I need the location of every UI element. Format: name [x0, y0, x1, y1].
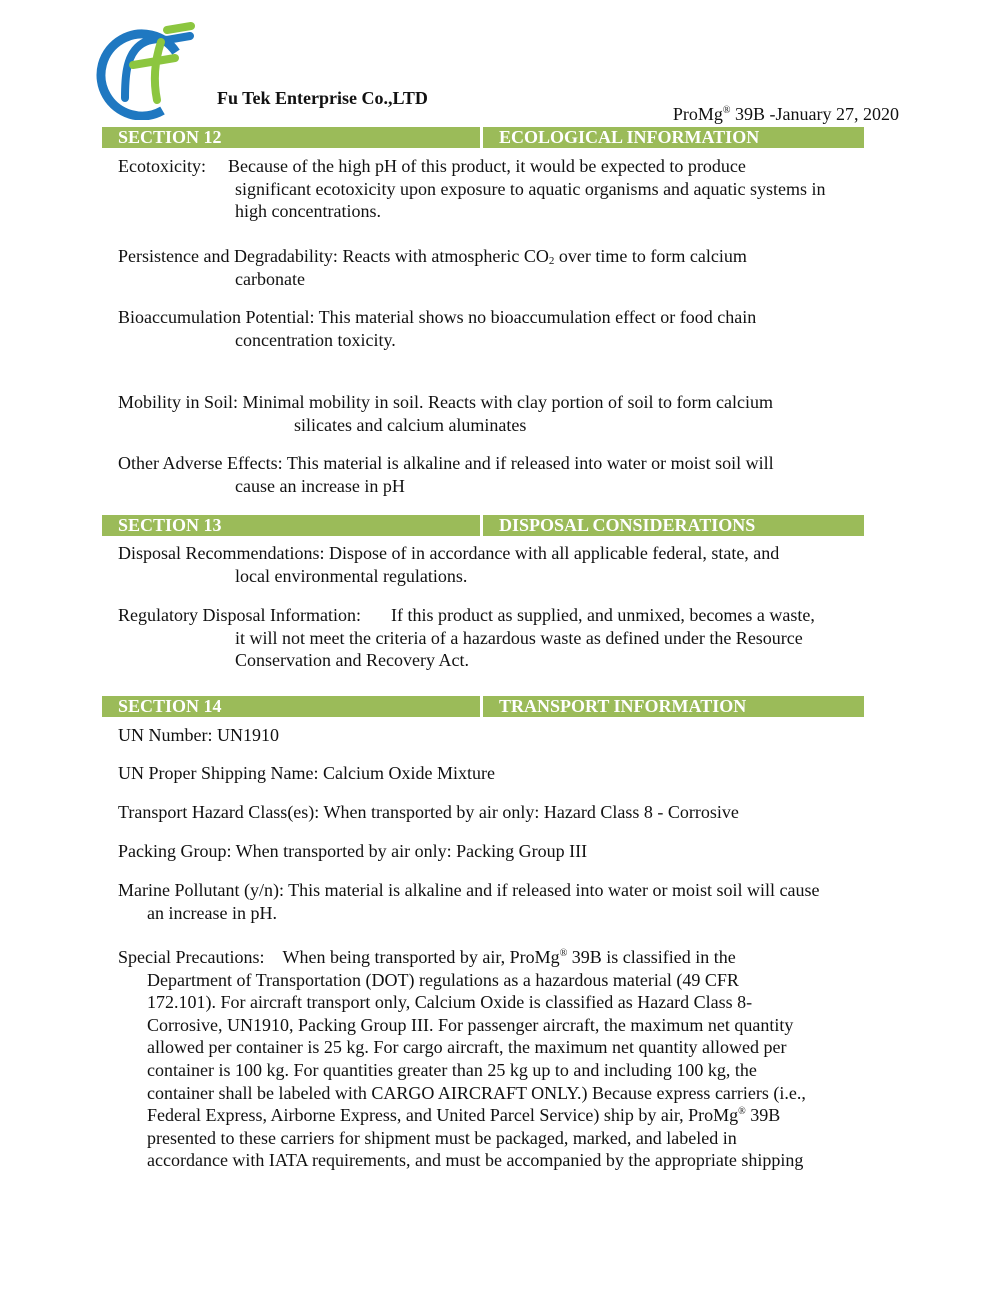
registered-mark: ®	[722, 105, 731, 116]
mobility-line: silicates and calcium aluminates	[294, 414, 527, 435]
shipping-name-line	[118, 762, 495, 785]
special-line: container shall be labeled with CARGO AIRCRAFT ONLY.) Because express carriers (i.e.,	[147, 1082, 806, 1103]
other-effects-line: cause an increase in pH	[235, 475, 405, 496]
persistence-line: Reacts with atmospheric CO	[342, 246, 549, 266]
special-line: Department of Transportation (DOT) regulations as a hazardous material (49 CFR	[147, 969, 739, 990]
special-line: 39B is classified in the	[567, 947, 736, 967]
bioaccumulation-paragraph	[118, 306, 756, 351]
section-divider	[480, 696, 483, 717]
special-line: When being transported by air, ProMg	[282, 947, 560, 967]
disposal-recommendations-label: Disposal Recommendations:	[118, 543, 325, 563]
packing-group-value: When transported by air only: Packing Group III	[235, 841, 588, 861]
un-number-label: UN Number:	[118, 725, 213, 745]
special-line: 172.101). For aircraft transport only, Calcium Oxide is classified as Hazard Class 8-	[147, 992, 753, 1013]
doc-date: 39B -January 27, 2020	[730, 104, 899, 124]
section-12-title: ECOLOGICAL INFORMATION	[499, 127, 760, 147]
persistence-paragraph	[118, 245, 747, 290]
ecotoxicity-line: Because of the high pH of this product, it would be expected to produce	[227, 156, 746, 176]
persistence-line: carbonate	[235, 268, 305, 289]
un-number-line	[118, 724, 279, 747]
disposal-line: Dispose of in accordance with all applicable federal, state, and	[328, 543, 780, 563]
marine-pollutant-paragraph	[118, 879, 820, 924]
special-precautions-paragraph	[118, 946, 806, 1172]
document-reference	[673, 104, 899, 125]
ecotoxicity-paragraph	[118, 155, 826, 223]
special-precautions-label: Special Precautions:	[118, 947, 265, 967]
special-line: presented to these carriers for shipment must be packaged, marked, and labeled in	[147, 1127, 737, 1148]
special-line: container is 100 kg. For quantities greater than 25 kg up to and including 100 kg, the	[147, 1059, 757, 1080]
special-line: Corrosive, UN1910, Packing Group III. For passenger aircraft, the maximum net quantity	[147, 1014, 794, 1035]
mobility-line: Minimal mobility in soil. Reacts with clay portion of soil to form calcium	[242, 392, 773, 412]
product-name: ProMg	[672, 104, 723, 124]
bioaccumulation-line: concentration toxicity.	[235, 329, 396, 350]
regulatory-line: If this product as supplied, and unmixed, becomes a waste,	[390, 605, 815, 625]
ecotoxicity-line: high concentrations.	[235, 201, 381, 222]
packing-group-label: Packing Group:	[118, 841, 232, 861]
section-divider	[480, 127, 483, 148]
packing-group-line	[118, 840, 587, 863]
persistence-label: Persistence and Degradability:	[118, 246, 338, 266]
mobility-label: Mobility in Soil:	[118, 392, 239, 412]
hazard-class-line	[118, 801, 739, 824]
registered-mark: ®	[559, 948, 568, 959]
persistence-line: over time to form calcium	[554, 246, 747, 266]
special-line	[147, 1104, 806, 1127]
marine-line: an increase in pH.	[147, 902, 277, 923]
regulatory-disposal-label: Regulatory Disposal Information:	[118, 605, 361, 625]
special-line-part: 39B	[745, 1105, 781, 1126]
section-13-title: DISPOSAL CONSIDERATIONS	[499, 515, 756, 535]
ecotoxicity-label: Ecotoxicity:	[118, 156, 206, 176]
section-divider	[480, 515, 483, 536]
section-13-number: SECTION 13	[118, 515, 222, 535]
hazard-class-label: Transport Hazard Class(es):	[118, 802, 320, 822]
regulatory-line: it will not meet the criteria of a hazardous waste as defined under the Resource	[235, 627, 803, 648]
company-name: Fu Tek Enterprise Co.,LTD	[217, 88, 428, 108]
un-number-value: UN1910	[216, 725, 279, 745]
other-effects-line: This material is alkaline and if released into water or moist soil will	[286, 453, 774, 473]
regulatory-disposal-paragraph	[118, 604, 815, 672]
section-12-number: SECTION 12	[118, 127, 222, 147]
other-effects-paragraph	[118, 452, 774, 497]
shipping-name-value: Calcium Oxide Mixture	[322, 763, 495, 783]
bioaccumulation-line: This material shows no bioaccumulation effect or food chain	[318, 307, 757, 327]
section-13-header	[102, 515, 864, 536]
other-effects-label: Other Adverse Effects:	[118, 453, 283, 473]
fu-tek-logo-icon	[95, 20, 195, 120]
section-14-number: SECTION 14	[118, 696, 222, 716]
ecotoxicity-line: significant ecotoxicity upon exposure to aquatic organisms and aquatic systems in	[235, 178, 826, 199]
special-line: allowed per container is 25 kg. For cargo aircraft, the maximum net quantity allowed per	[147, 1037, 787, 1058]
mobility-paragraph	[118, 391, 773, 436]
section-14-title: TRANSPORT INFORMATION	[499, 696, 747, 716]
regulatory-line: Conservation and Recovery Act.	[235, 650, 469, 671]
disposal-recommendations-paragraph	[118, 542, 779, 587]
bioaccumulation-label: Bioaccumulation Potential:	[118, 307, 315, 327]
registered-mark: ®	[738, 1106, 746, 1118]
special-line-part: Federal Express, Airborne Express, and United Parcel Service) ship by air, ProMg	[147, 1105, 739, 1126]
special-line: accordance with IATA requirements, and must be accompanied by the appropriate shipping	[147, 1150, 804, 1171]
shipping-name-label: UN Proper Shipping Name:	[118, 763, 319, 783]
subscript: 2	[548, 255, 555, 267]
hazard-class-value: When transported by air only: Hazard Class 8 - Corrosive	[323, 802, 739, 822]
marine-pollutant-label: Marine Pollutant (y/n):	[118, 880, 284, 900]
marine-line: This material is alkaline and if released into water or moist soil will cause	[288, 880, 820, 900]
section-12-header	[102, 127, 864, 148]
disposal-line: local environmental regulations.	[235, 565, 468, 586]
section-14-header	[102, 696, 864, 717]
